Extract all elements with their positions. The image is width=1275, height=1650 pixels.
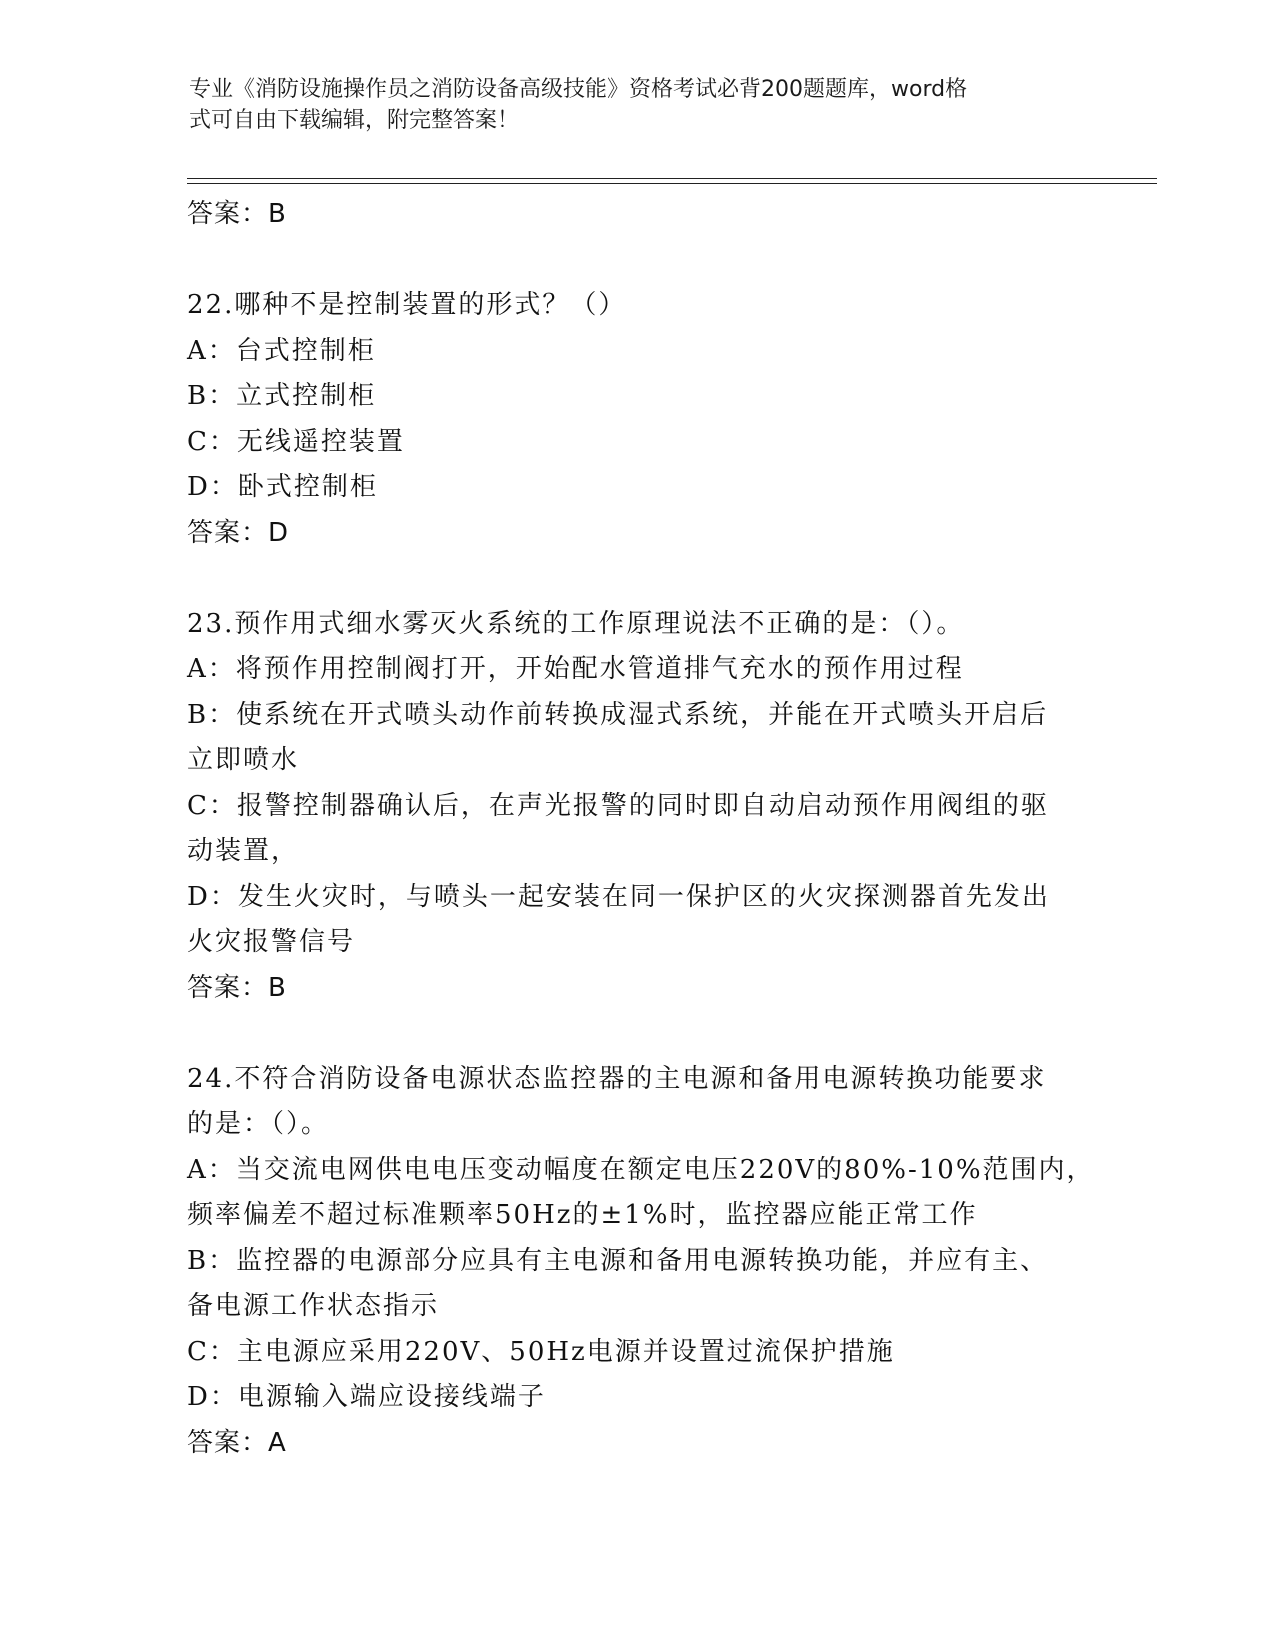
option-c-continued: 动装置， — [187, 836, 300, 866]
option-c: C：主电源应采用220V、50Hz电源并设置过流保护措施 — [187, 1336, 895, 1367]
question-23 — [187, 602, 1087, 1012]
option-a: A：当交流电网供电电压变动幅度在额定电压220V的80%-10%范围内， — [187, 1154, 1095, 1185]
answer: 答案：D — [187, 517, 290, 548]
question-22 — [187, 283, 1087, 556]
option-b-continued: 备电源工作状态指示 — [187, 1291, 440, 1321]
option-a-continued: 频率偏差不超过标准颗率50Hz的±1%时，监控器应能正常工作 — [187, 1200, 978, 1230]
answer: 答案：A — [187, 1427, 287, 1458]
option-a: A：台式控制柜 — [187, 335, 376, 366]
header-line-1: 专业《消防设施操作员之消防设备高级技能》资格考试必背200题题库，word格 — [189, 77, 968, 102]
header-divider-bottom — [187, 183, 1157, 184]
option-b: B：使系统在开式喷头动作前转换成湿式系统，并能在开式喷头开启后 — [187, 699, 1049, 730]
option-b-continued: 立即喷水 — [187, 745, 300, 775]
question-stem: 22.哪种不是控制装置的形式？（） — [187, 290, 627, 320]
option-a: A：将预作用控制阀打开，开始配水管道排气充水的预作用过程 — [187, 654, 964, 684]
option-b: B：监控器的电源部分应具有主电源和备用电源转换功能，并应有主、 — [187, 1245, 1049, 1276]
answer: 答案：B — [187, 972, 287, 1003]
option-c: C：无线遥控装置 — [187, 426, 405, 457]
spacer — [187, 238, 1087, 284]
question-stem-continued: 的是：（）。 — [187, 1109, 330, 1139]
option-d: D：发生火灾时，与喷头一起安装在同一保护区的火灾探测器首先发出 — [187, 881, 1050, 912]
question-24 — [187, 1057, 1095, 1467]
document-header — [189, 74, 1069, 136]
header-line-2: 式可自由下载编辑，附完整答案！ — [189, 108, 520, 133]
option-b: B：立式控制柜 — [187, 381, 377, 411]
option-c: C：报警控制器确认后，在声光报警的同时即自动启动预作用阀组的驱 — [187, 790, 1049, 821]
question-stem: 24.不符合消防设备电源状态监控器的主电源和备用电源转换功能要求 — [187, 1063, 1047, 1094]
question-list — [187, 192, 1095, 1466]
spacer — [187, 1011, 1087, 1057]
option-d-continued: 火灾报警信号 — [187, 927, 356, 957]
spacer — [187, 556, 1087, 602]
header-divider-top — [187, 178, 1157, 179]
previous-answer: 答案：B — [187, 199, 287, 229]
option-d: D：电源输入端应设接线端子 — [187, 1382, 546, 1412]
question-stem: 23.预作用式细水雾灭火系统的工作原理说法不正确的是：（）。 — [187, 608, 965, 639]
option-d: D：卧式控制柜 — [187, 472, 378, 502]
